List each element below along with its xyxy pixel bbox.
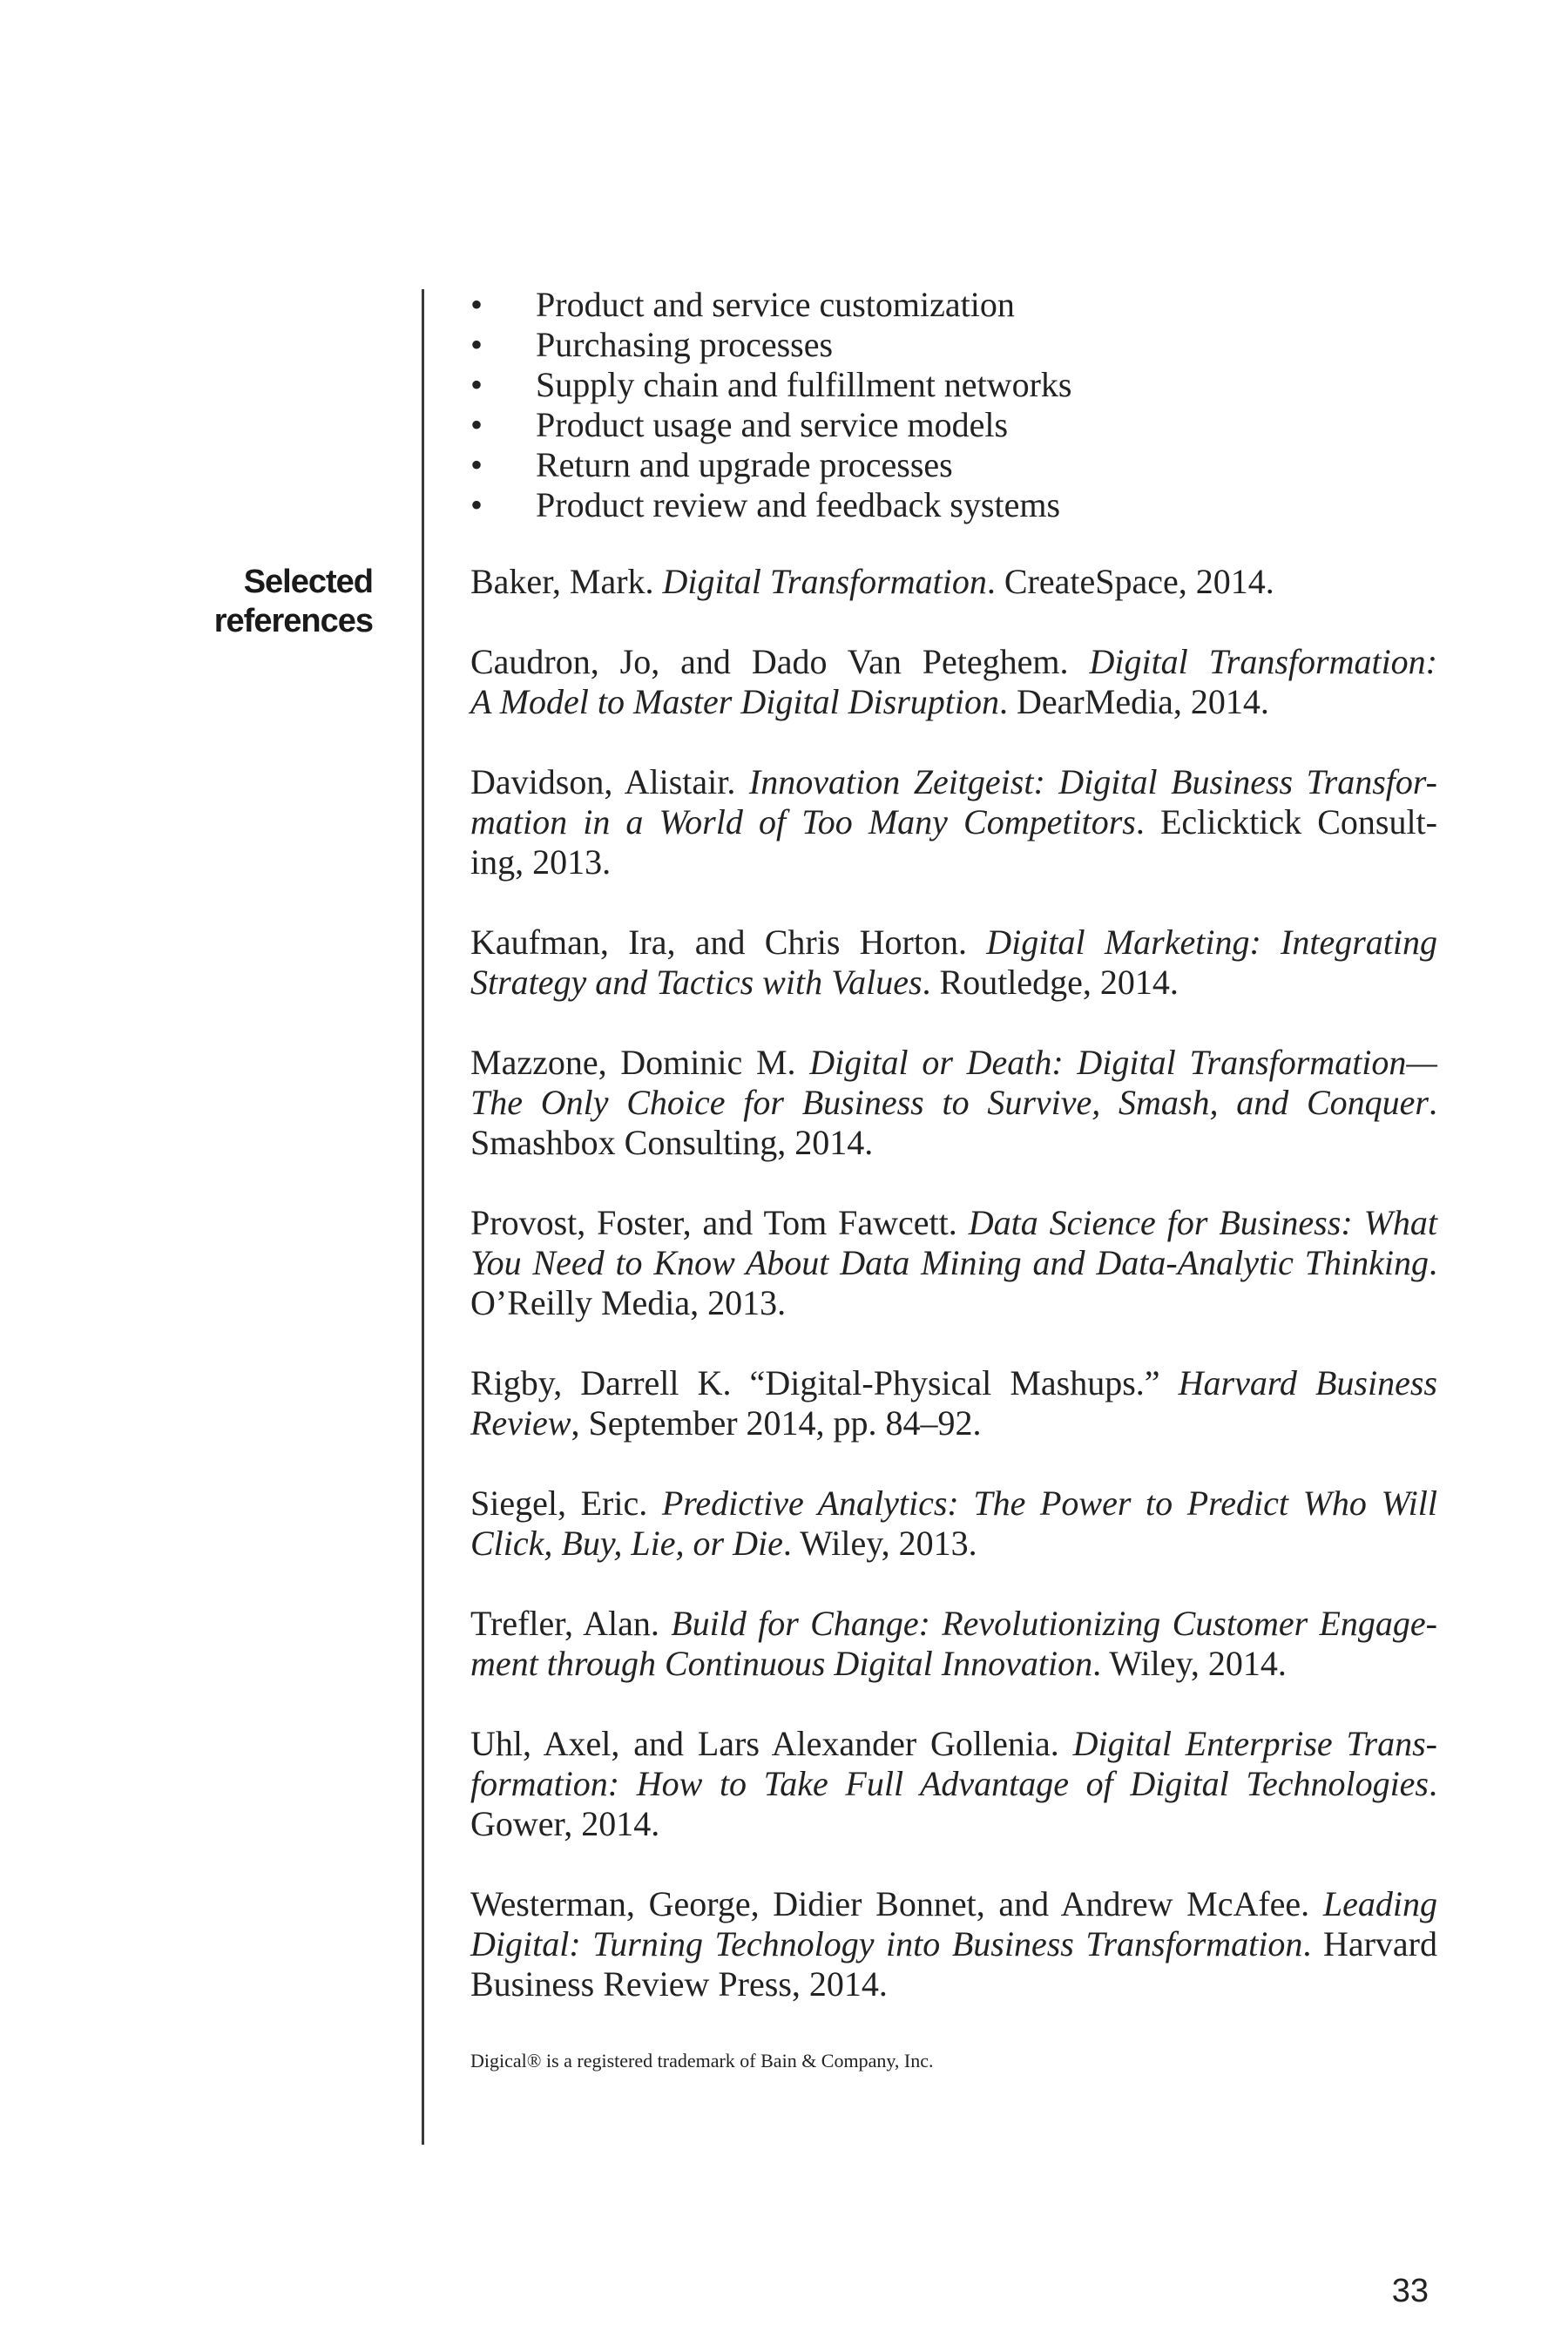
reference-line — [470, 1283, 1437, 1323]
reference-line — [470, 1884, 1437, 1924]
reference-text: . Eclicktick Consult- — [1135, 802, 1437, 841]
reference-text: Mazzone, Dominic M. — [470, 1043, 810, 1082]
reference-text: ing, 2013. — [470, 842, 612, 882]
reference-list — [470, 562, 1437, 2044]
reference-title: A Model to Master Digital Disruption — [470, 682, 1000, 721]
bullet-text: Product usage and service models — [536, 405, 1009, 444]
reference-text: Smashbox Consulting, 2014. — [470, 1123, 874, 1162]
reference-title: Digital Transformation: — [1089, 642, 1437, 681]
bullet-item — [470, 365, 1429, 405]
reference-text: Business Review Press, 2014. — [470, 1964, 888, 2004]
reference-line — [470, 1724, 1437, 1764]
reference-title: Build for Change: Revolutionizing Customer Engage- — [671, 1604, 1437, 1643]
section-heading-line: references — [213, 603, 373, 639]
reference-title: Digital: Turning Technology into Business Transformation — [470, 1924, 1303, 1963]
bullet-item — [470, 325, 1429, 365]
reference-line — [470, 1484, 1437, 1524]
reference-text: O’Reilly Media, 2013. — [470, 1283, 787, 1322]
reference-title: mation in a World of Too Many Competitors — [470, 802, 1136, 841]
reference-text: Baker, Mark. — [470, 562, 663, 601]
reference-title: formation: How to Take Full Advantage of Digital Technologies — [470, 1764, 1429, 1803]
reference-entry — [470, 1604, 1437, 1684]
bullet-item — [470, 485, 1429, 525]
reference-title: Review — [470, 1403, 571, 1443]
reference-title: Innovation Zeitgeist: Digital Business Transfor- — [748, 762, 1437, 801]
reference-title: The Only Choice for Business to Survive, Smash, and Conquer — [470, 1083, 1429, 1122]
bullet-item — [470, 405, 1429, 445]
bullet-list — [470, 285, 1429, 525]
reference-line — [470, 1243, 1437, 1283]
reference-text: Caudron, Jo, and Dado Van Peteghem. — [470, 642, 1090, 681]
reference-line — [470, 1644, 1437, 1684]
bullet-text: Product review and feedback systems — [536, 485, 1061, 524]
reference-line — [470, 1403, 1437, 1443]
bullet-marker: • — [470, 445, 483, 484]
reference-line — [470, 842, 1437, 882]
reference-entry — [470, 1884, 1437, 2004]
bullet-marker: • — [470, 405, 483, 444]
reference-text: . Routledge, 2014. — [922, 963, 1179, 1002]
reference-line — [470, 1804, 1437, 1844]
bullet-text: Product and service customization — [536, 285, 1015, 324]
vertical-margin-rule — [422, 289, 424, 2145]
section-heading — [131, 563, 373, 641]
reference-title: Click, Buy, Lie, or Die — [470, 1524, 783, 1563]
reference-text: . — [1429, 1243, 1437, 1282]
reference-entry — [470, 1484, 1437, 1564]
reference-text: . — [1429, 1083, 1437, 1122]
reference-text: Gower, 2014. — [470, 1804, 660, 1843]
reference-line — [470, 1363, 1437, 1403]
reference-title: You Need to Know About Data Mining and Data-Analytic Thinking — [470, 1243, 1429, 1282]
reference-text: Provost, Foster, and Tom Fawcett. — [470, 1203, 969, 1242]
bullet-marker: • — [470, 485, 483, 524]
reference-line — [470, 1043, 1437, 1083]
bullet-marker: • — [470, 365, 483, 404]
reference-line — [470, 562, 1437, 602]
reference-line — [470, 1924, 1437, 1964]
reference-entry — [470, 1203, 1437, 1323]
reference-line — [470, 1123, 1437, 1163]
reference-text: , September 2014, pp. 84–92. — [571, 1403, 982, 1443]
reference-text: Kaufman, Ira, and Chris Horton. — [470, 923, 987, 962]
bullet-text: Purchasing processes — [536, 325, 834, 364]
reference-text: Trefler, Alan. — [470, 1604, 672, 1643]
reference-text: . Harvard — [1302, 1924, 1437, 1963]
bullet-item — [470, 285, 1429, 325]
reference-line — [470, 1524, 1437, 1564]
bullet-marker: • — [470, 325, 483, 364]
reference-line — [470, 762, 1437, 802]
reference-title: Digital Enterprise Trans- — [1072, 1724, 1437, 1763]
reference-text: . CreateSpace, 2014. — [986, 562, 1274, 601]
bullet-text: Supply chain and fulfillment networks — [536, 365, 1072, 404]
reference-title: Digital Marketing: Integrating — [986, 923, 1437, 962]
reference-line — [470, 963, 1437, 1003]
reference-line — [470, 1083, 1437, 1123]
reference-title: Harvard Business — [1178, 1363, 1438, 1402]
reference-entry — [470, 562, 1437, 602]
reference-text: . — [1429, 1764, 1437, 1803]
reference-title: Predictive Analytics: The Power to Predict Who Will — [661, 1484, 1437, 1523]
reference-entry — [470, 1043, 1437, 1163]
reference-entry — [470, 1724, 1437, 1844]
reference-text: . Wiley, 2014. — [1092, 1644, 1287, 1683]
reference-line — [470, 642, 1437, 682]
reference-text: Uhl, Axel, and Lars Alexander Gollenia. — [470, 1724, 1073, 1763]
reference-entry — [470, 1363, 1437, 1443]
reference-text: Westerman, George, Didier Bonnet, and Andrew McAfee. — [470, 1884, 1323, 1923]
section-heading-line: Selected — [243, 564, 373, 600]
bullet-item — [470, 445, 1429, 485]
reference-title: Data Science for Business: What — [968, 1203, 1438, 1242]
reference-title: Digital Transformation — [662, 562, 987, 601]
reference-entry — [470, 923, 1437, 1003]
reference-line — [470, 802, 1437, 842]
trademark-footnote: Digical® is a registered trademark of Bain & Company, Inc. — [470, 2050, 934, 2072]
reference-title: ment through Continuous Digital Innovation — [470, 1644, 1093, 1683]
page-number: 33 — [1391, 2273, 1429, 2309]
reference-line — [470, 682, 1437, 722]
bullet-text: Return and upgrade processes — [536, 445, 953, 484]
reference-title: Strategy and Tactics with Values — [470, 963, 923, 1002]
reference-line — [470, 1604, 1437, 1644]
reference-text: Rigby, Darrell K. “Digital-Physical Mashups.” — [470, 1363, 1179, 1402]
reference-title: Leading — [1322, 1884, 1437, 1923]
reference-line — [470, 923, 1437, 963]
reference-entry — [470, 642, 1437, 722]
reference-text: Siegel, Eric. — [470, 1484, 662, 1523]
bullet-marker: • — [470, 285, 483, 324]
reference-text: . DearMedia, 2014. — [999, 682, 1269, 721]
reference-title: Digital or Death: Digital Transformation— — [809, 1043, 1437, 1082]
reference-line — [470, 1203, 1437, 1243]
reference-line — [470, 1764, 1437, 1804]
reference-text: . Wiley, 2013. — [782, 1524, 977, 1563]
reference-line — [470, 1964, 1437, 2004]
reference-entry — [470, 762, 1437, 882]
reference-text: Davidson, Alistair. — [470, 762, 749, 801]
